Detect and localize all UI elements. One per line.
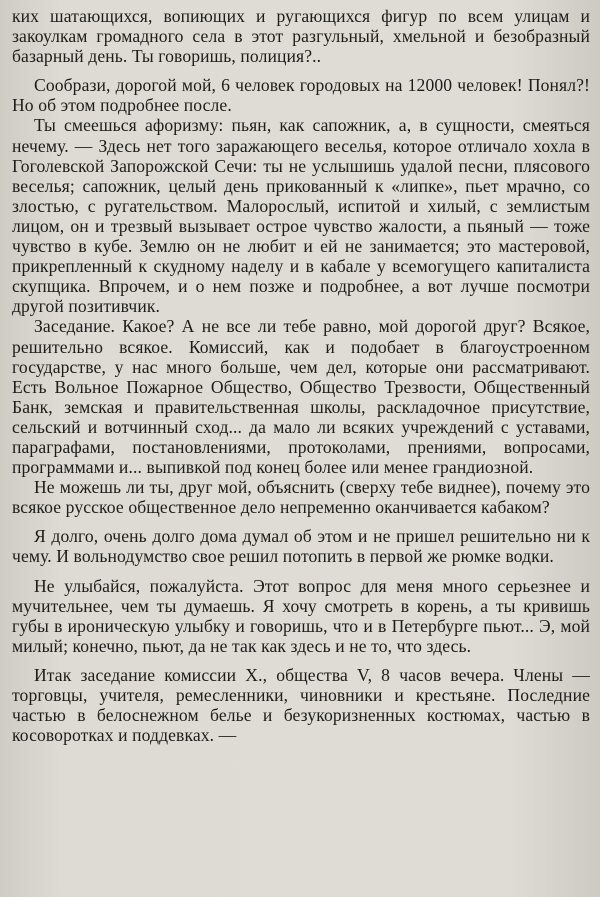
paragraph-7: Не улыбайся, пожалуйста. Этот вопрос для меня много серьезнее и мучительнее, чем ты думаешь. Я хочу смотреть в корень, а ты кривишь губы в ироническую улыбку и говоришь, что и в Петербурге пьют... Э, мой милый; конечно, пьют, да не так как здесь и не то, что здесь. [12,575,590,656]
paragraph-2: Сообрази, дорогой мой, 6 человек городовых на 12000 человек! Понял?! Но об этом подробнее после. [12,75,590,116]
paragraph-3: Ты смеешься афоризму: пьян, как сапожник, а, в сущности, смеяться нечему. — Здесь нет того заражающего веселья, которое отличало хохла в Гоголевской Запорожской Сечи: ты не услышишь удалой песни, плясового веселья; сапожник, целый день прикованный к «липке», пьет мрачно, со злостью, с ругательством. Малорослый, испитой и хилый, с землистым лицом, он и трезвый вызывает острое чувство жалости, а пьяный — тоже чувство в кубе. Землю он не любит и ей не занимается; это мастеровой, прикрепленный к скудному наделу и в кабале у всемогущего капиталиста скупщика. Впрочем, и о нем позже и подробнее, а вот лучше посмотри другой позитивчик. [12,115,590,317]
paragraph-4: Заседание. Какое? А не все ли тебе равно, мой дорогой друг? Всякое, решительно всякое. Комиссий, как и подобает в благоустроенном государстве, у нас много больше, чем дел, которые они рассматривают. Есть Вольное Пожарное Общество, Общество Трезвости, Общественный Банк, земская и правительственная школы, раскладочное присутствие, сельский и вотчинный сход... да мало ли всяких учреждений с уставами, параграфами, постановлениями, протоколами, прениями, вопросами, программами и... выпивкой под конец более или менее грандиозной. [12,316,590,478]
paragraph-5: Не можешь ли ты, друг мой, объяснить (сверху тебе виднее), почему это всякое русское общественное дело непременно оканчивается кабаком? [12,477,590,518]
paragraph-6: Я долго, очень долго дома думал об этом и не пришел решительно ни к чему. И вольнодумство свое решил потопить в первой же рюмке водки. [12,526,590,567]
paragraph-8: Итак заседание комиссии X., общества V, 8 часов вечера. Члены — торговцы, учителя, ремесленники, чиновники и крестьяне. Последние частью в белоснежном белье и безукоризненных костюмах, частью в косоворотках и поддевках. — [12,664,590,746]
paragraph-1: ких шатающихся, вопиющих и ругающихся фигур по всем улицам и закоулкам громадного села в этот разгульный, хмельной и безобразный базарный день. Ты говоришь, полиция?.. [12,6,590,67]
